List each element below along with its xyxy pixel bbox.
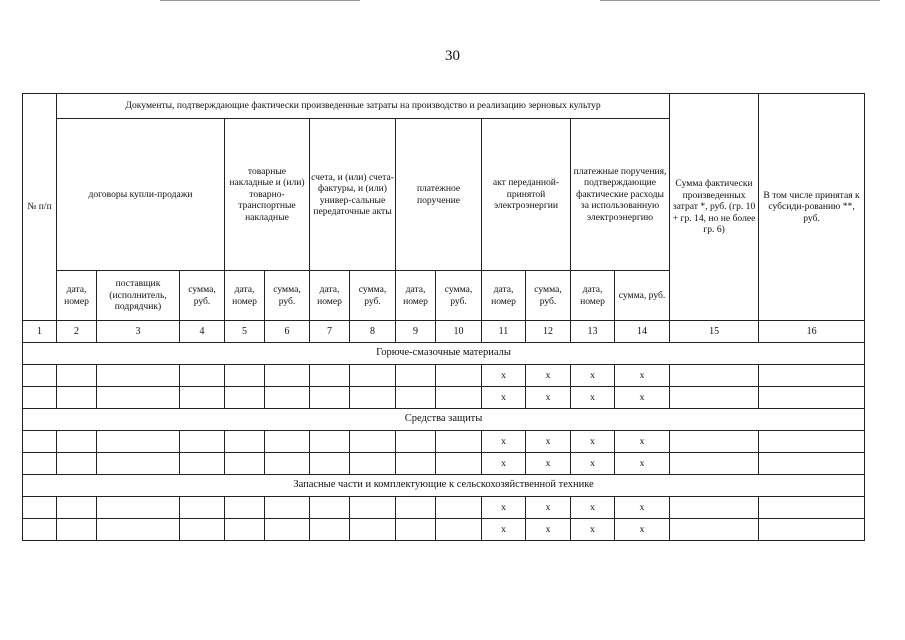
section-title: Горюче-смазочные материалы [23, 343, 865, 365]
table-cell [97, 431, 180, 453]
table-cell [396, 365, 436, 387]
column-number: 9 [396, 321, 436, 343]
table-cell [57, 365, 97, 387]
table-cell [436, 497, 482, 519]
table-row [23, 431, 865, 453]
table-cell [180, 519, 225, 541]
header-group-invoices: счета, и (или) счета-фактуры, и (или) универ-сальные передаточные акты [310, 119, 396, 271]
table-cell [225, 453, 265, 475]
table-row [23, 453, 865, 475]
table-cell [759, 453, 865, 475]
table-cell [180, 387, 225, 409]
table-cell [670, 431, 759, 453]
table-cell: x [526, 497, 571, 519]
subheader-cell: дата, номер [482, 271, 526, 321]
table-cell [350, 365, 396, 387]
table-cell [180, 431, 225, 453]
table-cell [57, 497, 97, 519]
table-cell [396, 453, 436, 475]
table-cell: x [482, 431, 526, 453]
table-cell [225, 519, 265, 541]
column-number: 2 [57, 321, 97, 343]
table-cell [23, 365, 57, 387]
table-cell [310, 497, 350, 519]
header-group-payment-orders-electricity: платежные поручения, подтверждающие фактические расходы за использованную электроэнергию [571, 119, 670, 271]
table-cell: x [615, 387, 670, 409]
table-cell [350, 497, 396, 519]
table-cell [310, 453, 350, 475]
table-cell: x [571, 387, 615, 409]
table-cell [57, 519, 97, 541]
table-cell [57, 387, 97, 409]
table-cell: x [615, 519, 670, 541]
column-number: 11 [482, 321, 526, 343]
table-cell: x [526, 431, 571, 453]
table-cell: x [571, 519, 615, 541]
table-cell: x [526, 453, 571, 475]
column-number: 8 [350, 321, 396, 343]
expenses-table [22, 93, 865, 541]
table-cell [265, 431, 310, 453]
table-cell [180, 453, 225, 475]
header-group-electricity-act: акт переданной-принятой электроэнергии [482, 119, 571, 271]
header-group-contracts: договоры купли-продажи [57, 119, 225, 271]
table-cell [310, 387, 350, 409]
table-cell: x [482, 497, 526, 519]
table-row [23, 387, 865, 409]
table-cell [265, 387, 310, 409]
table-cell [350, 519, 396, 541]
subheader-cell: дата, номер [396, 271, 436, 321]
table-cell: x [526, 519, 571, 541]
section-row [23, 409, 865, 431]
subheader-cell: поставщик (исполнитель, подрядчик) [97, 271, 180, 321]
table-cell [180, 365, 225, 387]
table-cell: x [571, 497, 615, 519]
table-cell [396, 519, 436, 541]
column-number: 10 [436, 321, 482, 343]
subheader-cell: сумма, руб. [265, 271, 310, 321]
table-cell: x [482, 365, 526, 387]
table-cell [97, 519, 180, 541]
column-number: 4 [180, 321, 225, 343]
table-cell [265, 365, 310, 387]
table-cell [670, 365, 759, 387]
table-cell: x [571, 365, 615, 387]
table-cell [436, 519, 482, 541]
column-number: 16 [759, 321, 865, 343]
table-cell: x [526, 365, 571, 387]
table-cell [57, 431, 97, 453]
table-row [23, 519, 865, 541]
subheader-cell: дата, номер [57, 271, 97, 321]
subheader-cell: сумма, руб. [350, 271, 396, 321]
scan-edge-mark [600, 0, 880, 1]
table-cell [23, 387, 57, 409]
table-cell [670, 497, 759, 519]
section-title: Запасные части и комплектующие к сельскохозяйственной технике [23, 475, 865, 497]
table-cell [23, 497, 57, 519]
table-cell [310, 365, 350, 387]
table-cell [97, 453, 180, 475]
table-cell [97, 365, 180, 387]
table-cell [759, 365, 865, 387]
header-group-waybills: товарные накладные и (или) товарно-транспортные накладные [225, 119, 310, 271]
table-cell [225, 365, 265, 387]
table-cell [310, 519, 350, 541]
table-cell [350, 387, 396, 409]
subheader-cell: сумма, руб. [436, 271, 482, 321]
table-cell [57, 453, 97, 475]
page-number: 30 [445, 48, 460, 64]
table-cell [23, 431, 57, 453]
column-number: 14 [615, 321, 670, 343]
subheader-cell: сумма, руб. [526, 271, 571, 321]
table-cell [265, 453, 310, 475]
table-cell [436, 453, 482, 475]
table-cell [670, 519, 759, 541]
table-cell [310, 431, 350, 453]
table-cell [759, 387, 865, 409]
column-number: 1 [23, 321, 57, 343]
subheader-cell: сумма, руб. [180, 271, 225, 321]
table-cell: x [571, 431, 615, 453]
table-cell [225, 387, 265, 409]
table-cell [670, 387, 759, 409]
table-cell: x [571, 453, 615, 475]
table-cell [23, 519, 57, 541]
subheader-cell: дата, номер [225, 271, 265, 321]
column-number: 12 [526, 321, 571, 343]
table-row [23, 497, 865, 519]
subheader-cell: дата, номер [571, 271, 615, 321]
table-cell [350, 431, 396, 453]
column-number: 7 [310, 321, 350, 343]
header-sum: Сумма фактически произведенных затрат *, руб. (гр. 10 + гр. 14, но не более гр. 6) [670, 94, 759, 321]
subheader-cell: сумма, руб. [615, 271, 670, 321]
header-num: № п/п [23, 94, 57, 321]
table-cell [436, 365, 482, 387]
header-documents: Документы, подтверждающие фактически произведенные затраты на производство и реализацию зерновых культур [57, 94, 670, 119]
table-cell [265, 519, 310, 541]
section-row [23, 475, 865, 497]
column-number: 13 [571, 321, 615, 343]
column-number: 5 [225, 321, 265, 343]
header-subsidy: В том числе принятая к субсиди-рованию **, руб. [759, 94, 865, 321]
table-cell [436, 387, 482, 409]
table-cell [180, 497, 225, 519]
table-cell [396, 497, 436, 519]
table-cell: x [526, 387, 571, 409]
table-cell [225, 497, 265, 519]
column-number: 3 [97, 321, 180, 343]
table-cell [97, 387, 180, 409]
subheader-cell: дата, номер [310, 271, 350, 321]
table-cell [23, 453, 57, 475]
column-number: 15 [670, 321, 759, 343]
table-cell [436, 431, 482, 453]
table-row [23, 365, 865, 387]
table-cell [759, 431, 865, 453]
table-cell [396, 431, 436, 453]
table-cell: x [482, 519, 526, 541]
table-cell [225, 431, 265, 453]
column-number: 6 [265, 321, 310, 343]
table-cell [670, 453, 759, 475]
table-cell [350, 453, 396, 475]
table-cell: x [615, 365, 670, 387]
table-cell: x [615, 453, 670, 475]
section-row [23, 343, 865, 365]
table-cell [97, 497, 180, 519]
table-cell [265, 497, 310, 519]
table-cell: x [482, 453, 526, 475]
header-group-payment-order: платежное поручение [396, 119, 482, 271]
table-cell [759, 519, 865, 541]
table-cell [396, 387, 436, 409]
table-cell [759, 497, 865, 519]
scan-edge-mark [160, 0, 360, 1]
section-title: Средства защиты [23, 409, 865, 431]
table-cell: x [615, 497, 670, 519]
table-cell: x [482, 387, 526, 409]
table-cell: x [615, 431, 670, 453]
